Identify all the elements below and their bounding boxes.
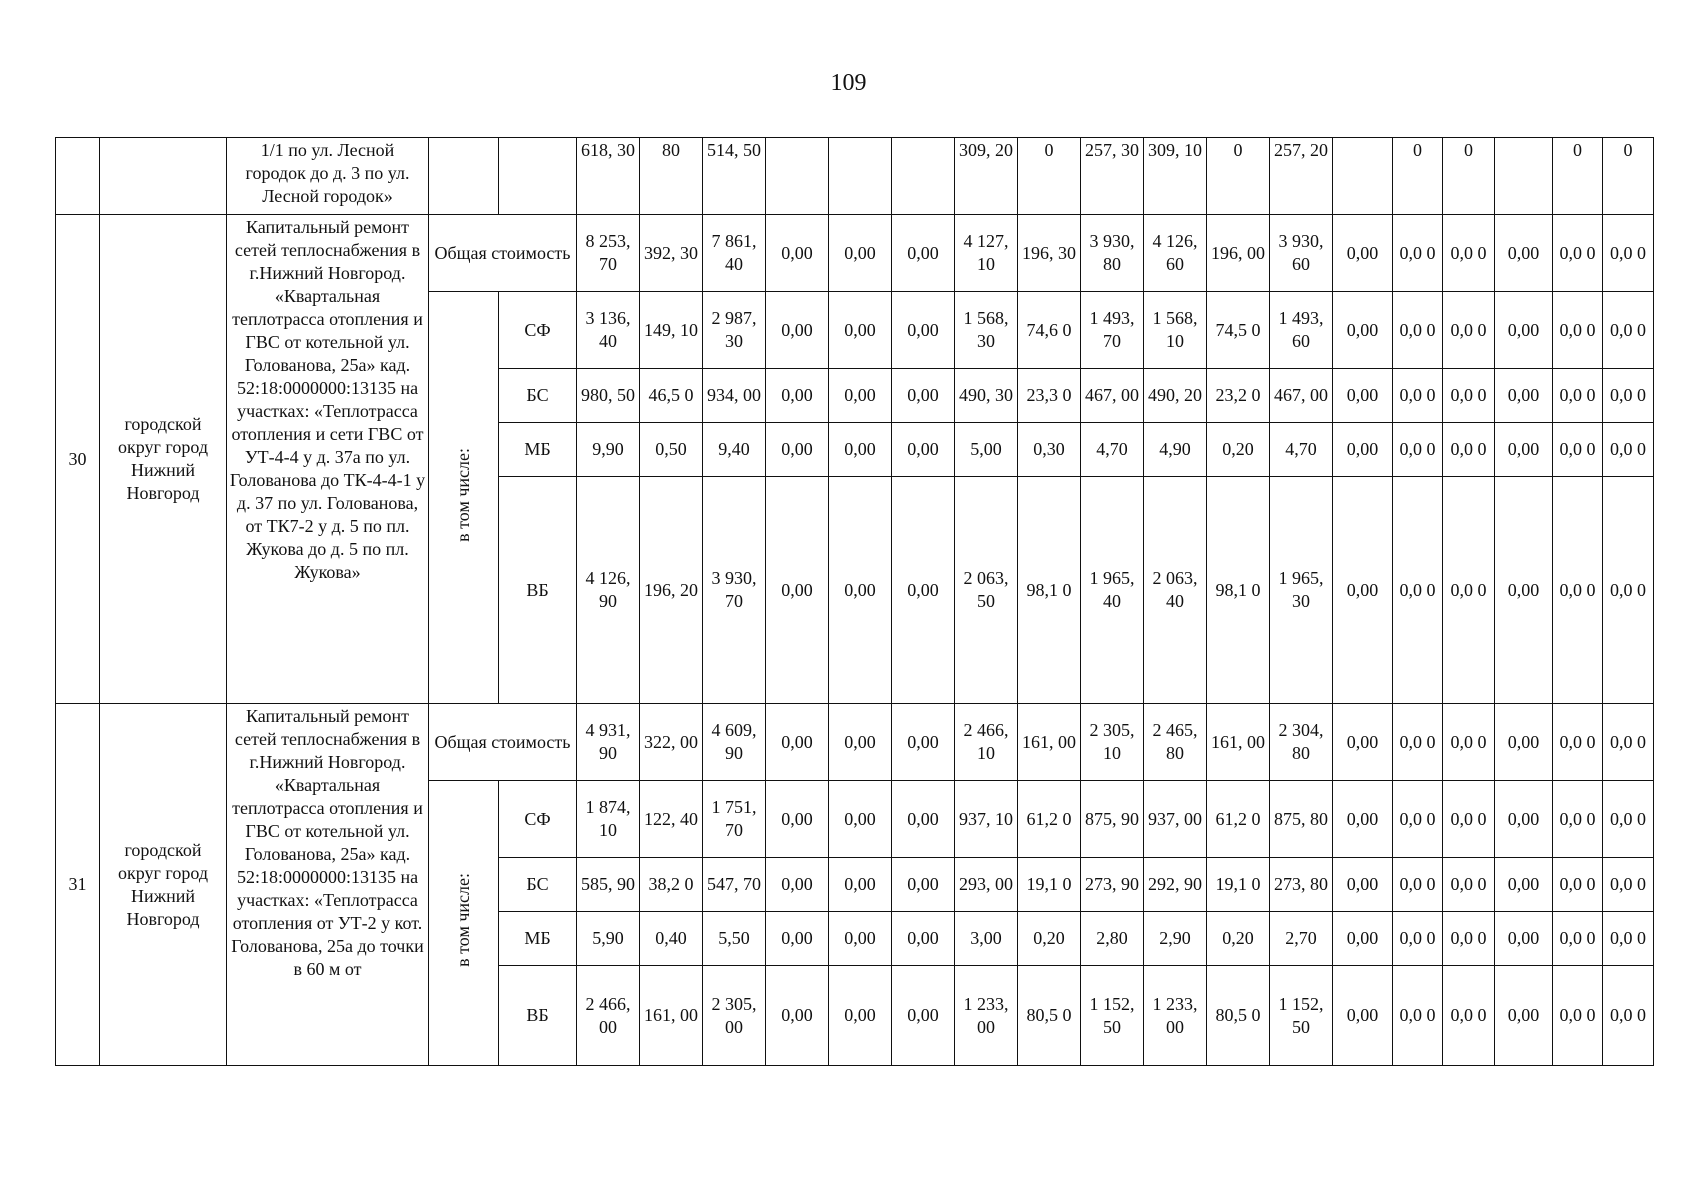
value-cell: 19,1 0 bbox=[1207, 858, 1270, 912]
value-cell: 0,00 bbox=[1495, 423, 1553, 477]
value-cell: 2 465, 80 bbox=[1144, 704, 1207, 781]
value-cell: 2 466, 00 bbox=[577, 966, 640, 1066]
value-cell: 875, 80 bbox=[1270, 781, 1333, 858]
value-cell: 0,0 0 bbox=[1443, 477, 1495, 704]
value-cell: 0,00 bbox=[892, 477, 955, 704]
value-cell: 0,00 bbox=[1333, 369, 1393, 423]
value-cell: 585, 90 bbox=[577, 858, 640, 912]
value-cell: 0,0 0 bbox=[1443, 966, 1495, 1066]
value-cell: 9,40 bbox=[703, 423, 766, 477]
value-cell: 0,00 bbox=[766, 858, 829, 912]
value-cell: 0,0 0 bbox=[1603, 477, 1654, 704]
value-cell: 0,00 bbox=[1495, 215, 1553, 292]
value-cell: 0,0 0 bbox=[1393, 858, 1443, 912]
value-cell: 1 568, 10 bbox=[1144, 292, 1207, 369]
value-cell: 0,00 bbox=[892, 704, 955, 781]
value-cell: 0,0 0 bbox=[1603, 966, 1654, 1066]
value-cell: 0,0 0 bbox=[1443, 369, 1495, 423]
value-cell: 0,00 bbox=[1495, 477, 1553, 704]
value-cell: 0,00 bbox=[892, 215, 955, 292]
value-cell: 273, 80 bbox=[1270, 858, 1333, 912]
value-cell: 80,5 0 bbox=[1018, 966, 1081, 1066]
value-cell: 1 568, 30 bbox=[955, 292, 1018, 369]
value-cell: 273, 90 bbox=[1081, 858, 1144, 912]
value-cell: 0,00 bbox=[766, 912, 829, 966]
value-cell: 2 305, 10 bbox=[1081, 704, 1144, 781]
value-cell: 0,0 0 bbox=[1393, 477, 1443, 704]
value-cell: 392, 30 bbox=[640, 215, 703, 292]
funding-label-cell bbox=[429, 138, 499, 215]
value-cell: 1 874, 10 bbox=[577, 781, 640, 858]
value-cell: 4,70 bbox=[1081, 423, 1144, 477]
municipality-name: городской округ город Нижний Новгород bbox=[100, 704, 227, 1066]
value-cell: 0,20 bbox=[1018, 912, 1081, 966]
value-cell: 0,0 0 bbox=[1553, 966, 1603, 1066]
value-cell: 0,50 bbox=[640, 423, 703, 477]
value-cell: 0,00 bbox=[1495, 292, 1553, 369]
value-cell bbox=[1333, 138, 1393, 215]
value-cell: 0,00 bbox=[1495, 704, 1553, 781]
value-cell: 0,00 bbox=[766, 292, 829, 369]
value-cell: 2 063, 50 bbox=[955, 477, 1018, 704]
funding-source-label: БС bbox=[499, 369, 577, 423]
value-cell: 0 bbox=[1207, 138, 1270, 215]
project-number: 30 bbox=[56, 215, 100, 704]
value-cell: 2 987, 30 bbox=[703, 292, 766, 369]
project-total-row bbox=[56, 704, 1654, 781]
including-label: в том числе: bbox=[453, 447, 473, 542]
value-cell: 467, 00 bbox=[1081, 369, 1144, 423]
value-cell: 0,0 0 bbox=[1603, 369, 1654, 423]
value-cell: 0,0 0 bbox=[1553, 369, 1603, 423]
value-cell: 937, 00 bbox=[1144, 781, 1207, 858]
value-cell: 3,00 bbox=[955, 912, 1018, 966]
value-cell: 74,5 0 bbox=[1207, 292, 1270, 369]
value-cell: 9,90 bbox=[577, 423, 640, 477]
value-cell: 1 493, 60 bbox=[1270, 292, 1333, 369]
value-cell: 1 493, 70 bbox=[1081, 292, 1144, 369]
value-cell: 80 bbox=[640, 138, 703, 215]
value-cell: 0,00 bbox=[829, 704, 892, 781]
value-cell: 0,00 bbox=[1333, 912, 1393, 966]
value-cell bbox=[766, 138, 829, 215]
value-cell: 23,3 0 bbox=[1018, 369, 1081, 423]
value-cell: 322, 00 bbox=[640, 704, 703, 781]
value-cell: 0,20 bbox=[1207, 423, 1270, 477]
value-cell: 0,00 bbox=[829, 423, 892, 477]
value-cell: 3 930, 70 bbox=[703, 477, 766, 704]
value-cell: 0,0 0 bbox=[1443, 781, 1495, 858]
value-cell: 0,00 bbox=[766, 369, 829, 423]
value-cell: 0,00 bbox=[892, 423, 955, 477]
object-description: 1/1 по ул. Лесной городок до д. 3 по ул. Лесной городок» bbox=[227, 138, 429, 215]
value-cell: 0,0 0 bbox=[1553, 912, 1603, 966]
funding-source-label: ВБ bbox=[499, 477, 577, 704]
funding-source-label: СФ bbox=[499, 781, 577, 858]
value-cell: 0,00 bbox=[1333, 704, 1393, 781]
value-cell: 0,0 0 bbox=[1603, 215, 1654, 292]
value-cell: 19,1 0 bbox=[1018, 858, 1081, 912]
project-number: 31 bbox=[56, 704, 100, 1066]
value-cell: 618, 30 bbox=[577, 138, 640, 215]
value-cell: 0,00 bbox=[1495, 858, 1553, 912]
value-cell: 0,00 bbox=[1333, 966, 1393, 1066]
value-cell: 5,90 bbox=[577, 912, 640, 966]
value-cell: 2 304, 80 bbox=[1270, 704, 1333, 781]
value-cell: 3 930, 80 bbox=[1081, 215, 1144, 292]
value-cell: 0,0 0 bbox=[1553, 477, 1603, 704]
total-cost-label: Общая стоимость bbox=[429, 215, 577, 292]
value-cell: 0,0 0 bbox=[1553, 704, 1603, 781]
value-cell: 1 965, 40 bbox=[1081, 477, 1144, 704]
value-cell bbox=[829, 138, 892, 215]
total-cost-label: Общая стоимость bbox=[429, 704, 577, 781]
value-cell: 0,00 bbox=[892, 292, 955, 369]
value-cell: 8 253, 70 bbox=[577, 215, 640, 292]
value-cell: 0,0 0 bbox=[1443, 858, 1495, 912]
value-cell: 4 609, 90 bbox=[703, 704, 766, 781]
value-cell: 1 965, 30 bbox=[1270, 477, 1333, 704]
value-cell: 4 126, 60 bbox=[1144, 215, 1207, 292]
including-label: в том числе: bbox=[453, 873, 473, 967]
value-cell: 467, 00 bbox=[1270, 369, 1333, 423]
value-cell: 0 bbox=[1018, 138, 1081, 215]
value-cell: 0,00 bbox=[766, 781, 829, 858]
including-label-cell bbox=[429, 292, 499, 704]
value-cell: 309, 20 bbox=[955, 138, 1018, 215]
value-cell: 0,0 0 bbox=[1603, 858, 1654, 912]
value-cell: 61,2 0 bbox=[1018, 781, 1081, 858]
value-cell: 0,40 bbox=[640, 912, 703, 966]
value-cell: 161, 00 bbox=[640, 966, 703, 1066]
value-cell: 149, 10 bbox=[640, 292, 703, 369]
value-cell: 0 bbox=[1553, 138, 1603, 215]
value-cell: 0,00 bbox=[1333, 477, 1393, 704]
budget-table bbox=[55, 137, 1654, 1066]
value-cell: 2,90 bbox=[1144, 912, 1207, 966]
value-cell: 4 126, 90 bbox=[577, 477, 640, 704]
value-cell: 0,0 0 bbox=[1393, 423, 1443, 477]
value-cell: 0,0 0 bbox=[1553, 781, 1603, 858]
value-cell: 4 931, 90 bbox=[577, 704, 640, 781]
object-description: Капитальный ремонт сетей теплоснабжения в г.Нижний Новгород. «Квартальная теплотрасса отопления и ГВС от котельной ул. Голованова, 25а» кад. 52:18:0000000:13135 на участках: «Теплотрасса отопления и сети ГВС от УТ-4-4 у д. 37а по ул. Голованова до ТК-4-4-1 у д. 37 по ул. Голованова, от ТК7-2 у д. 5 по пл. Жукова до д. 5 по пл. Жукова» bbox=[227, 215, 429, 704]
value-cell: 1 233, 00 bbox=[955, 966, 1018, 1066]
value-cell: 0,0 0 bbox=[1443, 292, 1495, 369]
value-cell: 0,00 bbox=[766, 215, 829, 292]
value-cell: 257, 30 bbox=[1081, 138, 1144, 215]
value-cell: 0,00 bbox=[829, 858, 892, 912]
value-cell: 0,0 0 bbox=[1443, 704, 1495, 781]
value-cell: 0,00 bbox=[892, 858, 955, 912]
value-cell: 0,0 0 bbox=[1393, 781, 1443, 858]
value-cell: 0,00 bbox=[892, 966, 955, 1066]
value-cell: 0,0 0 bbox=[1603, 704, 1654, 781]
value-cell: 0,0 0 bbox=[1393, 966, 1443, 1066]
value-cell: 0,00 bbox=[1495, 781, 1553, 858]
funding-source-label: МБ bbox=[499, 912, 577, 966]
value-cell: 0,00 bbox=[892, 369, 955, 423]
value-cell: 0,00 bbox=[829, 292, 892, 369]
value-cell: 0,0 0 bbox=[1393, 215, 1443, 292]
value-cell: 0,00 bbox=[766, 423, 829, 477]
page-number: 109 bbox=[830, 70, 867, 96]
value-cell: 0,0 0 bbox=[1603, 781, 1654, 858]
value-cell: 0,20 bbox=[1207, 912, 1270, 966]
value-cell: 161, 00 bbox=[1018, 704, 1081, 781]
project-total-row bbox=[56, 215, 1654, 292]
value-cell: 80,5 0 bbox=[1207, 966, 1270, 1066]
value-cell: 0,0 0 bbox=[1393, 912, 1443, 966]
value-cell: 0,00 bbox=[829, 477, 892, 704]
value-cell: 1 233, 00 bbox=[1144, 966, 1207, 1066]
value-cell: 1 152, 50 bbox=[1081, 966, 1144, 1066]
value-cell: 0,00 bbox=[829, 215, 892, 292]
value-cell: 980, 50 bbox=[577, 369, 640, 423]
funding-source-label: МБ bbox=[499, 423, 577, 477]
value-cell: 0,0 0 bbox=[1603, 292, 1654, 369]
value-cell: 0,0 0 bbox=[1443, 215, 1495, 292]
funding-source-label: СФ bbox=[499, 292, 577, 369]
value-cell: 0,00 bbox=[766, 477, 829, 704]
value-cell: 0,0 0 bbox=[1393, 369, 1443, 423]
value-cell: 4 127, 10 bbox=[955, 215, 1018, 292]
value-cell: 0,0 0 bbox=[1443, 423, 1495, 477]
value-cell: 2,80 bbox=[1081, 912, 1144, 966]
value-cell: 309, 10 bbox=[1144, 138, 1207, 215]
value-cell: 0,00 bbox=[829, 966, 892, 1066]
value-cell: 0,00 bbox=[892, 912, 955, 966]
including-label-cell bbox=[429, 781, 499, 1066]
object-description: Капитальный ремонт сетей теплоснабжения в г.Нижний Новгород. «Квартальная теплотрасса отопления и ГВС от котельной ул. Голованова, 25а» кад. 52:18:0000000:13135 на участках: «Теплотрасса отопления от УТ-2 у кот. Голованова, 25а до точки в 60 м от bbox=[227, 704, 429, 1066]
value-cell: 490, 20 bbox=[1144, 369, 1207, 423]
value-cell: 0,0 0 bbox=[1553, 292, 1603, 369]
value-cell: 0,00 bbox=[1495, 912, 1553, 966]
value-cell: 0,0 0 bbox=[1553, 858, 1603, 912]
value-cell: 0,0 0 bbox=[1603, 423, 1654, 477]
value-cell: 490, 30 bbox=[955, 369, 1018, 423]
value-cell bbox=[1495, 138, 1553, 215]
value-cell: 3 930, 60 bbox=[1270, 215, 1333, 292]
value-cell: 98,1 0 bbox=[1207, 477, 1270, 704]
value-cell: 196, 20 bbox=[640, 477, 703, 704]
value-cell: 0,0 0 bbox=[1553, 423, 1603, 477]
value-cell: 0,00 bbox=[1495, 966, 1553, 1066]
value-cell: 23,2 0 bbox=[1207, 369, 1270, 423]
value-cell: 292, 90 bbox=[1144, 858, 1207, 912]
value-cell: 196, 00 bbox=[1207, 215, 1270, 292]
value-cell: 2,70 bbox=[1270, 912, 1333, 966]
value-cell: 0 bbox=[1443, 138, 1495, 215]
value-cell: 0 bbox=[1393, 138, 1443, 215]
value-cell: 1 152, 50 bbox=[1270, 966, 1333, 1066]
value-cell: 0,00 bbox=[892, 781, 955, 858]
value-cell: 0,0 0 bbox=[1393, 292, 1443, 369]
value-cell: 0,00 bbox=[1495, 369, 1553, 423]
value-cell: 2 063, 40 bbox=[1144, 477, 1207, 704]
value-cell: 0,00 bbox=[829, 781, 892, 858]
value-cell: 0,00 bbox=[1333, 292, 1393, 369]
value-cell: 0,00 bbox=[1333, 215, 1393, 292]
carryover-row bbox=[56, 138, 1654, 215]
funding-source-label: ВБ bbox=[499, 966, 577, 1066]
value-cell: 0,0 0 bbox=[1393, 704, 1443, 781]
value-cell: 0,00 bbox=[766, 704, 829, 781]
value-cell: 514, 50 bbox=[703, 138, 766, 215]
value-cell: 61,2 0 bbox=[1207, 781, 1270, 858]
value-cell: 0,00 bbox=[829, 369, 892, 423]
value-cell: 74,6 0 bbox=[1018, 292, 1081, 369]
municipality-cell bbox=[100, 138, 227, 215]
value-cell: 0,0 0 bbox=[1603, 912, 1654, 966]
value-cell: 196, 30 bbox=[1018, 215, 1081, 292]
value-cell: 0 bbox=[1603, 138, 1654, 215]
value-cell: 7 861, 40 bbox=[703, 215, 766, 292]
value-cell: 875, 90 bbox=[1081, 781, 1144, 858]
funding-source-cell bbox=[499, 138, 577, 215]
value-cell: 0,30 bbox=[1018, 423, 1081, 477]
value-cell: 2 305, 00 bbox=[703, 966, 766, 1066]
value-cell: 293, 00 bbox=[955, 858, 1018, 912]
value-cell: 4,90 bbox=[1144, 423, 1207, 477]
value-cell: 5,00 bbox=[955, 423, 1018, 477]
value-cell: 547, 70 bbox=[703, 858, 766, 912]
value-cell bbox=[892, 138, 955, 215]
value-cell: 5,50 bbox=[703, 912, 766, 966]
value-cell: 0,00 bbox=[1333, 781, 1393, 858]
number-cell bbox=[56, 138, 100, 215]
value-cell: 2 466, 10 bbox=[955, 704, 1018, 781]
municipality-name: городской округ город Нижний Новгород bbox=[100, 215, 227, 704]
value-cell: 0,00 bbox=[829, 912, 892, 966]
value-cell: 4,70 bbox=[1270, 423, 1333, 477]
value-cell: 161, 00 bbox=[1207, 704, 1270, 781]
value-cell: 98,1 0 bbox=[1018, 477, 1081, 704]
value-cell: 0,0 0 bbox=[1553, 215, 1603, 292]
value-cell: 0,00 bbox=[1333, 423, 1393, 477]
value-cell: 0,00 bbox=[766, 966, 829, 1066]
value-cell: 122, 40 bbox=[640, 781, 703, 858]
funding-source-label: БС bbox=[499, 858, 577, 912]
value-cell: 937, 10 bbox=[955, 781, 1018, 858]
value-cell: 1 751, 70 bbox=[703, 781, 766, 858]
value-cell: 0,00 bbox=[1333, 858, 1393, 912]
value-cell: 0,0 0 bbox=[1443, 912, 1495, 966]
value-cell: 38,2 0 bbox=[640, 858, 703, 912]
value-cell: 257, 20 bbox=[1270, 138, 1333, 215]
value-cell: 934, 00 bbox=[703, 369, 766, 423]
value-cell: 46,5 0 bbox=[640, 369, 703, 423]
value-cell: 3 136, 40 bbox=[577, 292, 640, 369]
